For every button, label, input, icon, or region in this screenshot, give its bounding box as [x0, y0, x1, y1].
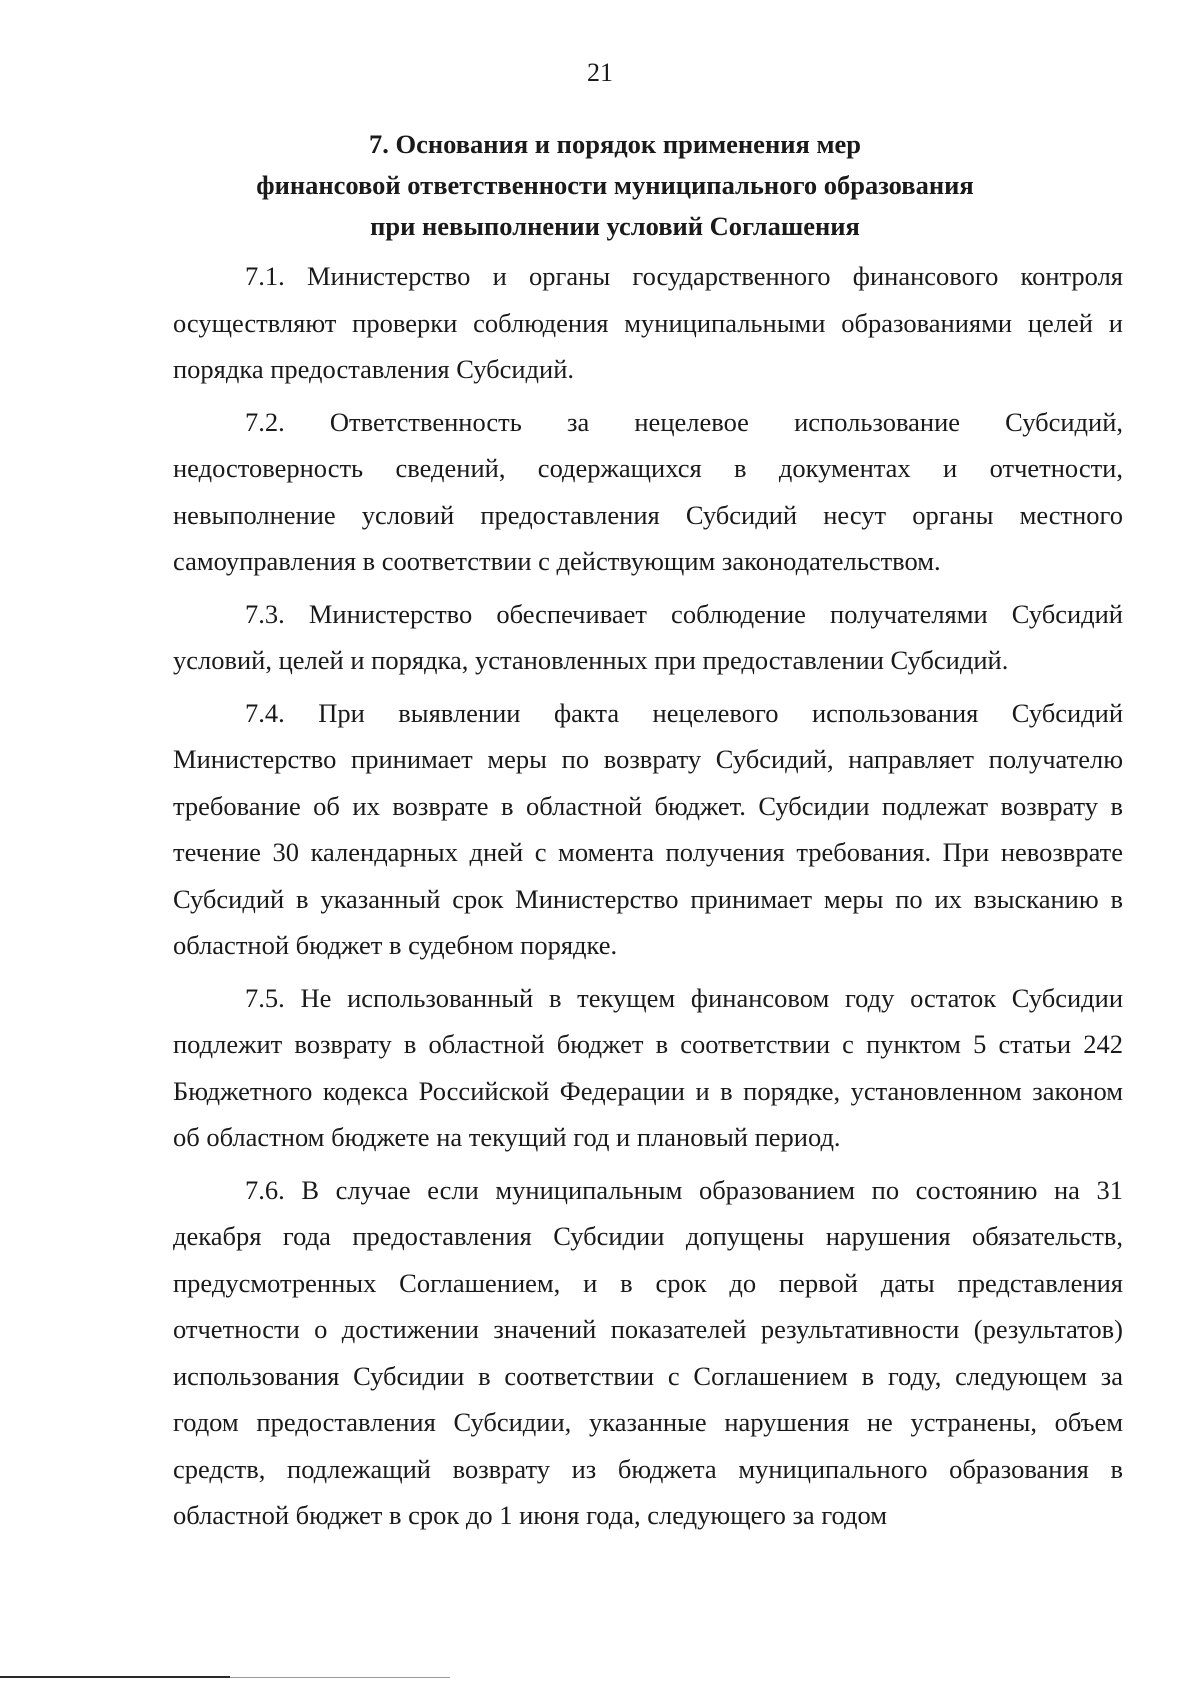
scan-edge-line: [0, 1676, 230, 1678]
paragraph-7-6: 7.6. В случае если муниципальным образованием по состоянию на 31 декабря года предоставления Субсидии допущены нарушения обязательств, предусмотренных Соглашением, и в срок до первой даты представления отчетности о достижении значений показателей результативности (результатов) использования Субсидии в соответствии с Соглашением в году, следующем за годом предоставления Субсидии, указанные нарушения не устранены, объем средств, подлежащий возврату из бюджета муниципального образования в областной бюджет в срок до 1 июня года, следующего за годом: [173, 1174, 1123, 1530]
page-number: 21: [587, 58, 613, 87]
section-body: [173, 253, 1123, 1545]
paragraph-7-4: 7.4. При выявлении факта нецелевого использования Субсидий Министерство принимает меры по возврату Субсидий, направляет получателю требование об их возврате в областной бюджет. Субсидии подлежат возврату в течение 30 календарных дней с момента получения требования. При невозврате Субсидий в указанный срок Министерство принимает меры по их взысканию в областной бюджет в судебном порядке.: [173, 697, 1123, 960]
section-heading-line: 7. Основания и порядок применения мер: [369, 129, 861, 159]
section-heading-line: при невыполнении условий Соглашения: [370, 211, 860, 241]
section-heading-line: финансовой ответственности муниципального образования: [256, 170, 974, 200]
scan-edge-line-faint: [230, 1677, 450, 1678]
paragraph-7-3: 7.3. Министерство обеспечивает соблюдение получателями Субсидий условий, целей и порядка, установленных при предоставлении Субсидий.: [173, 598, 1123, 675]
section-heading: [170, 124, 1060, 247]
paragraph-7-1: 7.1. Министерство и органы государственного финансового контроля осуществляют проверки соблюдения муниципальными образованиями целей и порядка предоставления Субсидий.: [173, 261, 1123, 384]
paragraph-7-5: 7.5. Не использованный в текущем финансовом году остаток Субсидии подлежит возврату в областной бюджет в соответствии с пунктом 5 статьи 242 Бюджетного кодекса Российской Федерации и в порядке, установленном законом об областном бюджете на текущий год и плановый период.: [173, 982, 1123, 1152]
paragraph-7-2: 7.2. Ответственность за нецелевое использование Субсидий, недостоверность сведений, содержащихся в документах и отчетности, невыполнение условий предоставления Субсидий несут органы местного самоуправления в соответствии с действующим законодательством.: [173, 406, 1123, 576]
